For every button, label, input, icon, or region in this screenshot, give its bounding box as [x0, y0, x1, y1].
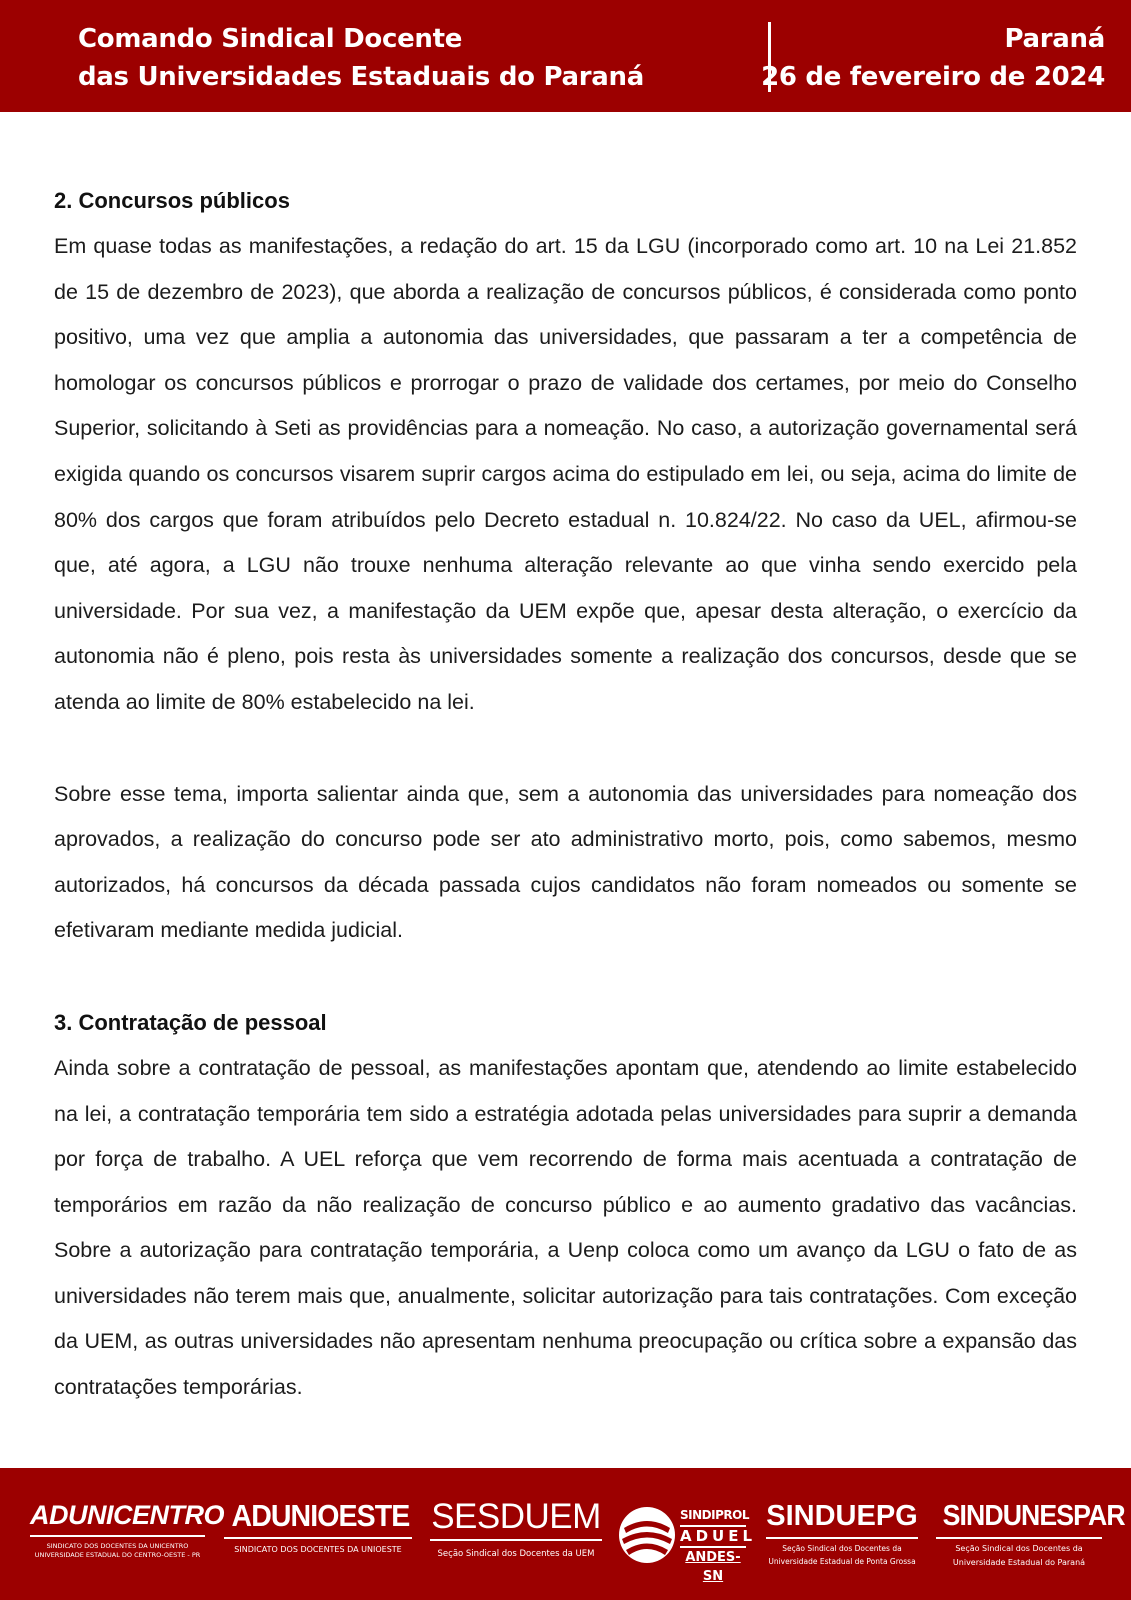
sindunespar-logo-rule [936, 1537, 1102, 1539]
sesduem-logo-subtitle: Seção Sindical dos Docentes da UEM [437, 1549, 595, 1559]
header-date: 26 de fevereiro de 2024 [761, 62, 1105, 92]
page-header [0, 0, 1131, 112]
page-footer [0, 1468, 1131, 1600]
sindiprol-logo-line3: ANDES-SN [680, 1546, 746, 1586]
sindunespar-logo [936, 1498, 1125, 1568]
adunicentro-logo-rule [30, 1535, 205, 1537]
header-meta [761, 20, 1105, 96]
header-state: Paraná [1004, 24, 1105, 54]
sindunespar-logo-subtitle-2: Universidade Estadual do Paraná [952, 1558, 1086, 1567]
sindiprol-emblem-icon [618, 1506, 676, 1564]
adunicentro-logo [30, 1498, 224, 1560]
adunioeste-logo-name: ADUNIOESTE [231, 1498, 410, 1533]
organization-name [78, 20, 644, 96]
section-gap [54, 954, 1077, 1000]
sindiprol-logo-text [680, 1506, 757, 1586]
sinduepg-logo [766, 1498, 918, 1566]
sinduepg-logo-subtitle-1: Seção Sindical dos Docentes da [782, 1544, 902, 1553]
adunicentro-logo-subtitle-1: SINDICATO DOS DOCENTES DA UNICENTRO [46, 1542, 189, 1550]
section-2-paragraph-2: Sobre esse tema, importa salientar ainda que, sem a autonomia das universidades para nomeação dos aprovados, a realização do concurso pode ser ato administrativo morto, pois, como sabemos, mesmo autorizados, há concursos da década passada cujos candidatos não foram nomeados ou somente se efetivaram mediante medida judicial. [54, 781, 1077, 943]
sindiprol-logo-line1: SINDIPROL [680, 1508, 749, 1522]
adunioeste-logo-rule [224, 1537, 412, 1539]
sindunespar-logo-name: SINDUNESPAR [942, 1500, 1125, 1532]
section-2-paragraph-1: Em quase todas as manifestações, a redação do art. 15 da LGU (incorporado como art. 10 na Lei 21.852 de 15 de dezembro de 2023), que aborda a realização de concursos públicos, é considerada como ponto positivo, uma vez que amplia a autonomia das universidades, que passaram a ter a competência de homologar os concursos públicos e prorrogar o prazo de validade dos certames, por meio do Conselho Superior, solicitando à Seti as providências para a nomeação. No caso, a autorização governamental será exigida quando os concursos visarem suprir cargos acima do estipulado em lei, ou seja, acima do limite de 80% dos cargos que foram atribuídos pelo Decreto estadual n. 10.824/22. No caso da UEL, afirmou-se que, até agora, a LGU não trouxe nenhuma alteração relevante ao que vinha sendo exercido pela universidade. Por sua vez, a manifestação da UEM expõe que, apesar desta alteração, o exercício da autonomia não é pleno, pois resta às universidades somente a realização dos concursos, desde que se atenda ao limite de 80% estabelecido na lei. [54, 234, 1077, 714]
sinduepg-logo-subtitle-2: Universidade Estadual de Ponta Grossa [768, 1557, 916, 1566]
sesduem-logo-rule [430, 1539, 602, 1541]
section-3-title: 3. Contratação de pessoal [54, 1009, 327, 1035]
document-body [54, 178, 1077, 1411]
organization-name-line2: das Universidades Estaduais do Paraná [78, 62, 645, 92]
sindiprol-aduel-logo [618, 1504, 757, 1584]
organization-name-line1: Comando Sindical Docente [78, 24, 463, 54]
section-3-paragraph-1: Ainda sobre a contratação de pessoal, as manifestações apontam que, atendendo ao limite estabelecido na lei, a contratação temporária tem sido a estratégia adotada pelas universidades para suprir a demanda por força de trabalho. A UEL reforça que vem recorrendo de forma mais acentuada a contratação de temporários em razão da não realização de concurso público e ao aumento gradativo das vacâncias. Sobre a autorização para contratação temporária, a Uenp coloca como um avanço da LGU o fato de as universidades não terem mais que, anualmente, solicitar autorização para tais contratações. Com exceção da UEM, as outras universidades não apresentam nenhuma preocupação ou crítica sobre a expansão das contratações temporárias. [54, 1055, 1077, 1400]
adunioeste-logo [224, 1498, 412, 1555]
sindiprol-logo-line2: ADUEL [680, 1527, 757, 1545]
section-2-title: 2. Concursos públicos [54, 188, 290, 213]
paragraph-gap [54, 726, 1077, 772]
sesduem-logo-name: SESDUEM [431, 1497, 601, 1536]
adunicentro-logo-subtitle-2: UNIVERSIDADE ESTADUAL DO CENTRO-OESTE - PR [34, 1551, 201, 1559]
sinduepg-logo-name: SINDUEPG [766, 1500, 918, 1532]
sinduepg-logo-rule [766, 1537, 918, 1539]
adunioeste-logo-subtitle: SINDICATO DOS DOCENTES DA UNIOESTE [234, 1545, 402, 1554]
adunicentro-logo-name: ADUNICENTRO [30, 1500, 224, 1530]
sesduem-logo [430, 1498, 602, 1559]
sindunespar-logo-subtitle-1: Seção Sindical dos Docentes da [955, 1544, 1083, 1553]
